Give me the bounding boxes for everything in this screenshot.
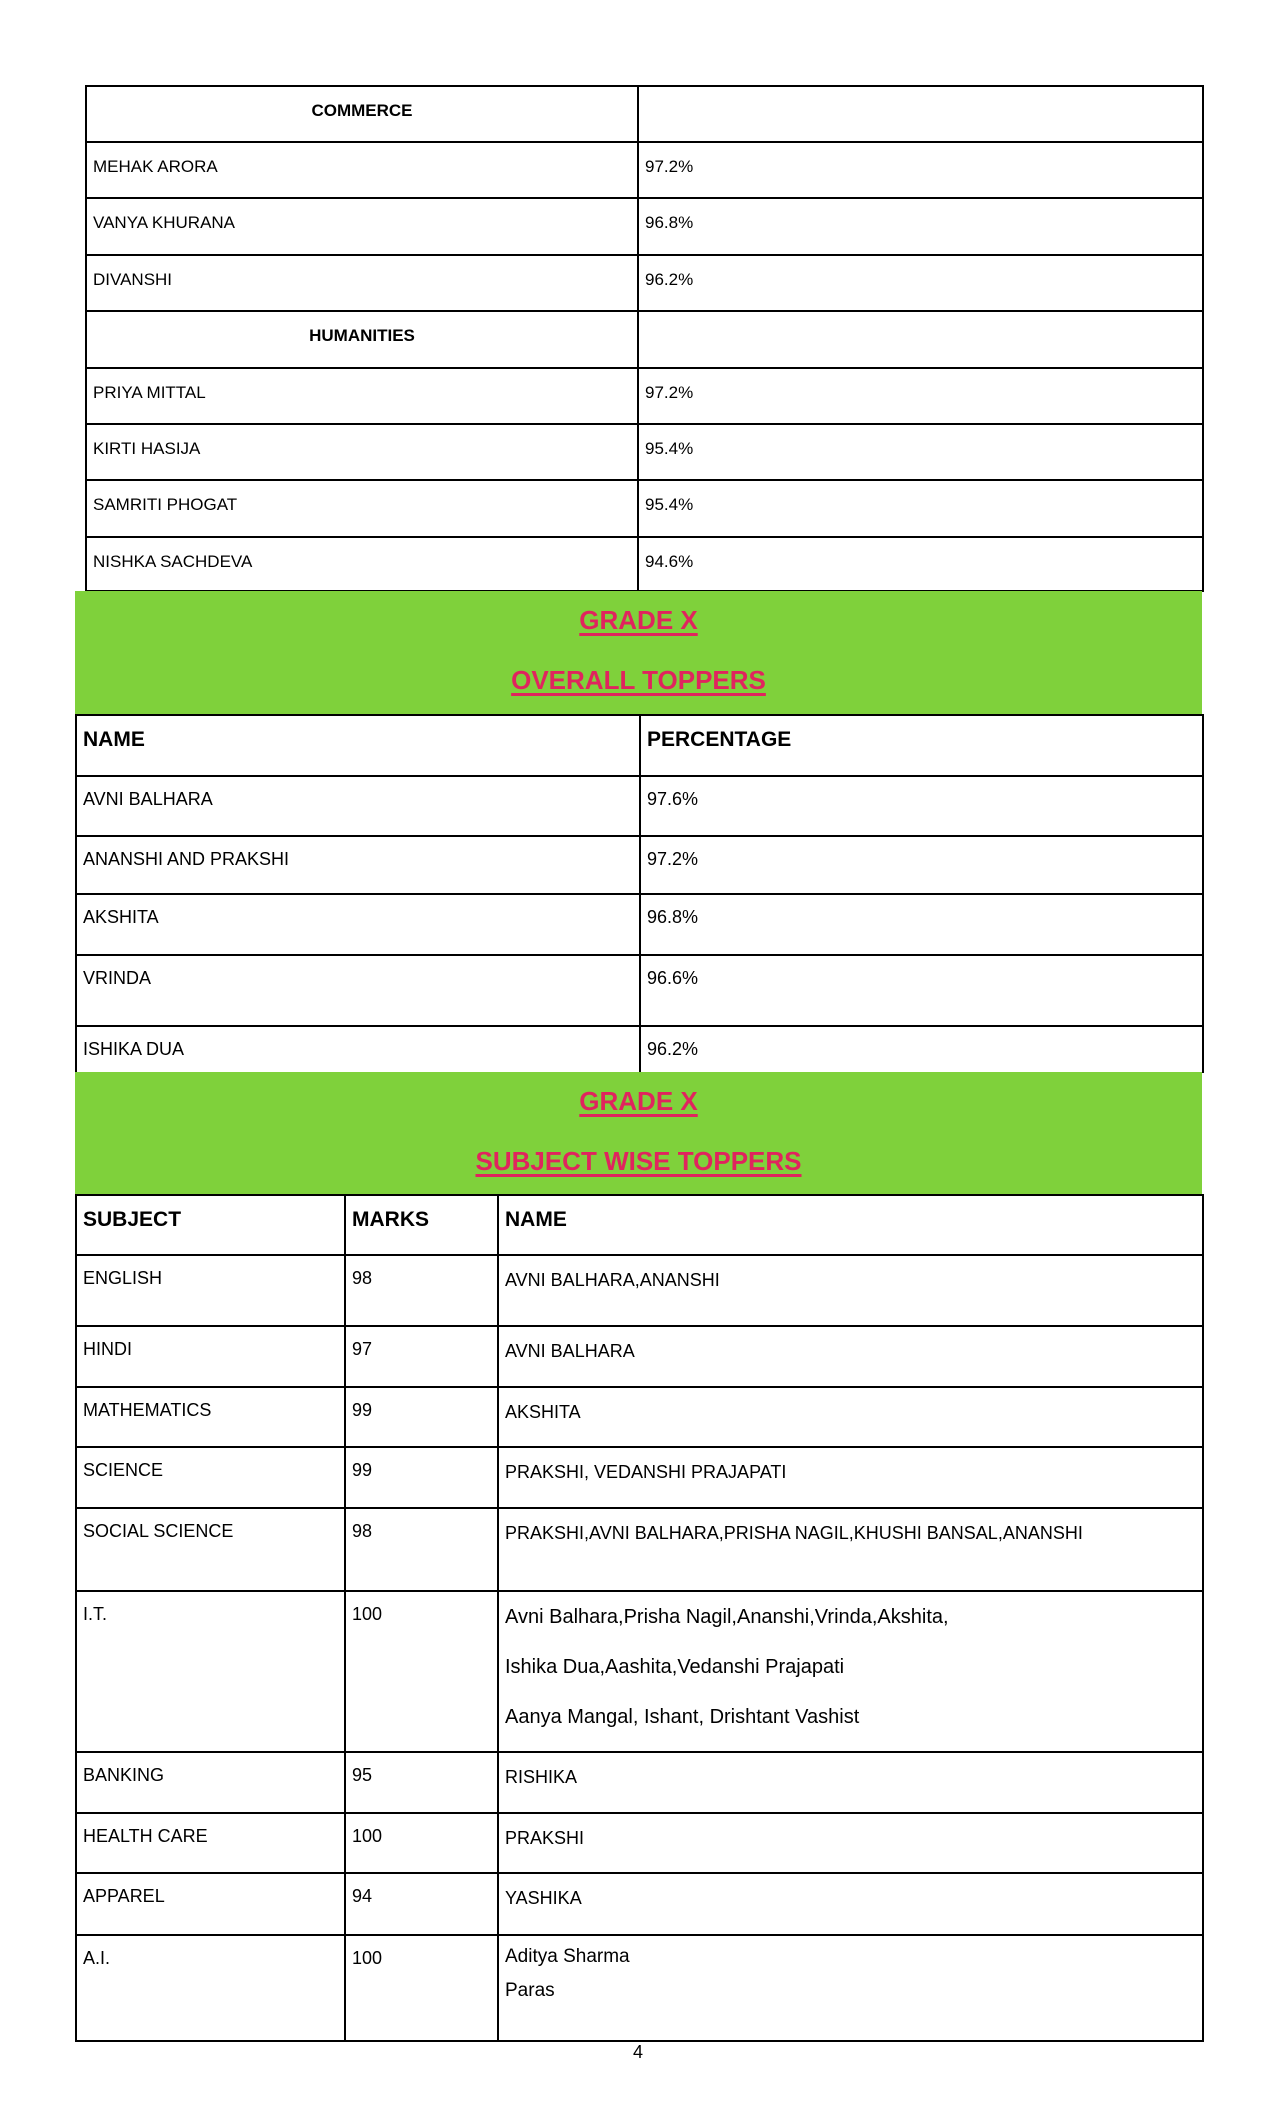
subject-name: SOCIAL SCIENCE <box>76 1508 345 1591</box>
student-name: NISHKA SACHDEVA <box>86 537 638 591</box>
table-row <box>86 142 1203 198</box>
student-name: VRINDA <box>76 955 640 1026</box>
table-row <box>86 424 1203 480</box>
stream-toppers-table <box>85 85 1204 592</box>
subject-marks: 99 <box>345 1387 498 1447</box>
table-row <box>86 368 1203 424</box>
subject-marks: 95 <box>345 1752 498 1813</box>
student-name: ANANSHI AND PRAKSHI <box>76 836 640 894</box>
section-heading-row <box>86 86 1203 142</box>
student-percentage: 97.2% <box>638 368 1203 424</box>
table-row <box>76 1326 1203 1387</box>
grade-heading: GRADE X <box>579 1086 698 1116</box>
student-name: ISHIKA DUA <box>76 1026 640 1073</box>
table-row <box>76 1813 1203 1873</box>
section-heading: HUMANITIES <box>86 311 638 368</box>
topper-names: Aditya Sharma Paras <box>498 1935 1203 2041</box>
section-heading-row <box>86 311 1203 368</box>
table-row <box>76 1255 1203 1326</box>
subject-marks: 98 <box>345 1508 498 1591</box>
subject-marks: 100 <box>345 1935 498 2041</box>
table-header-row <box>76 715 1203 776</box>
student-name: AVNI BALHARA <box>76 776 640 836</box>
table-row <box>76 1935 1203 2041</box>
subject-marks: 99 <box>345 1447 498 1508</box>
table-row <box>76 894 1203 955</box>
student-percentage: 94.6% <box>638 537 1203 591</box>
subject-name: BANKING <box>76 1752 345 1813</box>
table-row <box>86 198 1203 255</box>
student-percentage: 97.2% <box>640 836 1203 894</box>
subject-name: APPAREL <box>76 1873 345 1935</box>
student-percentage: 97.2% <box>638 142 1203 198</box>
section-title: SUBJECT WISE TOPPERS <box>475 1146 802 1176</box>
grade-heading: GRADE X <box>579 605 698 635</box>
subject-name: MATHEMATICS <box>76 1387 345 1447</box>
student-percentage: 96.2% <box>640 1026 1203 1073</box>
student-name: PRIYA MITTAL <box>86 368 638 424</box>
table-row <box>76 1026 1203 1073</box>
subject-toppers-table <box>75 1194 1204 2042</box>
subject-name: I.T. <box>76 1591 345 1752</box>
student-percentage: 95.4% <box>638 480 1203 537</box>
table-row <box>76 1591 1203 1752</box>
student-name: VANYA KHURANA <box>86 198 638 255</box>
table-row <box>76 1508 1203 1591</box>
subject-marks: 98 <box>345 1255 498 1326</box>
table-row <box>76 776 1203 836</box>
subject-marks: 100 <box>345 1813 498 1873</box>
student-percentage: 96.6% <box>640 955 1203 1026</box>
topper-names: RISHIKA <box>498 1752 1203 1813</box>
topper-names: AKSHITA <box>498 1387 1203 1447</box>
table-header-row <box>76 1195 1203 1255</box>
page-number: 4 <box>632 2042 643 2062</box>
subject-name: ENGLISH <box>76 1255 345 1326</box>
section-title: OVERALL TOPPERS <box>511 665 766 695</box>
table-row <box>76 1752 1203 1813</box>
student-name: AKSHITA <box>76 894 640 955</box>
subject-marks: 97 <box>345 1326 498 1387</box>
student-percentage: 96.8% <box>640 894 1203 955</box>
subject-name: HEALTH CARE <box>76 1813 345 1873</box>
student-percentage: 97.6% <box>640 776 1203 836</box>
subject-name: HINDI <box>76 1326 345 1387</box>
column-header-name: NAME <box>76 715 640 776</box>
subject-name: A.I. <box>76 1935 345 2041</box>
topper-names: PRAKSHI, VEDANSHI PRAJAPATI <box>498 1447 1203 1508</box>
section-heading: COMMERCE <box>86 86 638 142</box>
subject-marks: 100 <box>345 1591 498 1752</box>
column-header-subject: SUBJECT <box>76 1195 345 1255</box>
student-percentage: 96.2% <box>638 255 1203 311</box>
student-name: MEHAK ARORA <box>86 142 638 198</box>
student-percentage: 96.8% <box>638 198 1203 255</box>
table-row <box>76 836 1203 894</box>
student-name: KIRTI HASIJA <box>86 424 638 480</box>
topper-names: PRAKSHI <box>498 1813 1203 1873</box>
subject-toppers-banner <box>75 1072 1202 1194</box>
table-row <box>86 255 1203 311</box>
student-name: DIVANSHI <box>86 255 638 311</box>
table-row <box>76 955 1203 1026</box>
table-row <box>76 1387 1203 1447</box>
column-header-name: NAME <box>498 1195 1203 1255</box>
column-header-percentage: PERCENTAGE <box>640 715 1203 776</box>
table-row <box>86 480 1203 537</box>
student-name: SAMRITI PHOGAT <box>86 480 638 537</box>
student-percentage: 95.4% <box>638 424 1203 480</box>
overall-toppers-table <box>75 714 1204 1073</box>
column-header-marks: MARKS <box>345 1195 498 1255</box>
topper-names: AVNI BALHARA,ANANSHI <box>498 1255 1203 1326</box>
table-row <box>86 537 1203 591</box>
topper-names: Avni Balhara,Prisha Nagil,Ananshi,Vrinda,Akshita, Ishika Dua,Aashita,Vedanshi Prajapati Aanya Mangal, Ishant, Drishtant Vashist <box>498 1591 1203 1752</box>
subject-name: SCIENCE <box>76 1447 345 1508</box>
topper-names: YASHIKA <box>498 1873 1203 1935</box>
table-row <box>76 1873 1203 1935</box>
subject-marks: 94 <box>345 1873 498 1935</box>
topper-names: PRAKSHI,AVNI BALHARA,PRISHA NAGIL,KHUSHI BANSAL,ANANSHI <box>498 1508 1203 1591</box>
topper-names: AVNI BALHARA <box>498 1326 1203 1387</box>
overall-toppers-banner <box>75 591 1202 714</box>
table-row <box>76 1447 1203 1508</box>
